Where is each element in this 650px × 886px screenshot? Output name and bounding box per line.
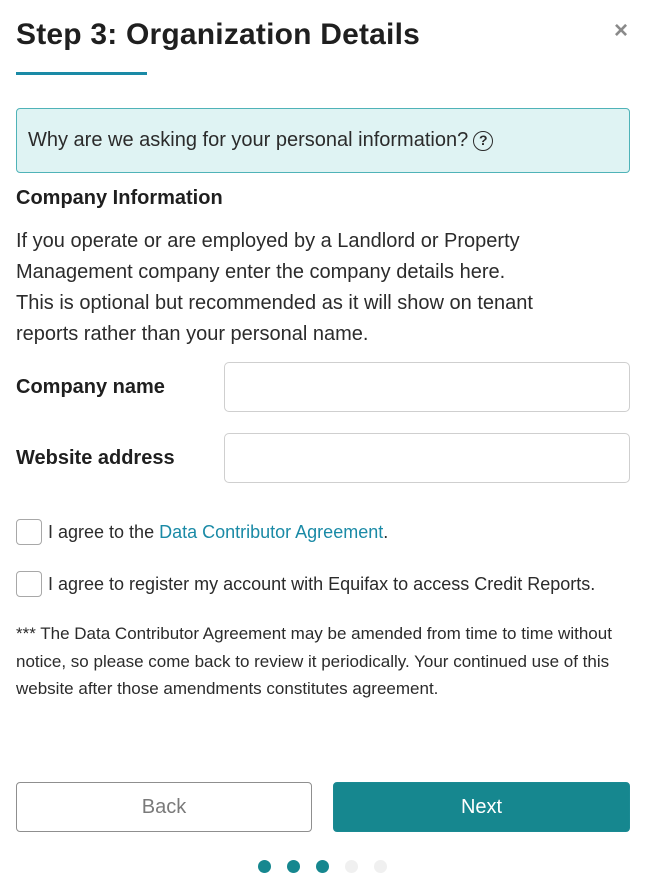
description-line: reports rather than your personal name.: [16, 323, 369, 345]
next-button[interactable]: Next: [333, 782, 630, 832]
company-name-input[interactable]: [224, 362, 630, 412]
data-contributor-agreement-link[interactable]: Data Contributor Agreement: [159, 521, 384, 542]
title-underline: [16, 72, 147, 75]
step-progress-dots: [258, 860, 387, 873]
close-icon[interactable]: ×: [613, 17, 628, 44]
step-dot: [345, 860, 358, 873]
data-contributor-checkbox[interactable]: [16, 519, 42, 545]
company-info-heading: Company Information: [16, 187, 223, 209]
step-dot: [316, 860, 329, 873]
equifax-checkbox[interactable]: [16, 571, 42, 597]
equifax-agreement-row: [16, 571, 595, 597]
agreement-disclaimer: *** The Data Contributor Agreement may be amended from time to time without notice, so please come back to review it periodically. Your continued use of this website after those amendments constitutes agreement.: [16, 624, 612, 698]
help-circle-icon[interactable]: ?: [473, 131, 493, 151]
company-info-description: [16, 226, 616, 350]
company-name-label: Company name: [16, 376, 165, 398]
agreement-prefix: I agree to the: [48, 521, 155, 542]
equifax-agreement-text: I agree to register my account with Equifax to access Credit Reports.: [48, 573, 596, 594]
step-dot: [287, 860, 300, 873]
description-line: If you operate or are employed by a Landlord or Property: [16, 230, 520, 252]
agreement-suffix: .: [383, 521, 389, 542]
page-title: Step 3: Organization Details: [16, 18, 421, 51]
step-dot: [374, 860, 387, 873]
description-line: Management company enter the company details here.: [16, 261, 506, 283]
data-contributor-agreement-row: [16, 519, 388, 545]
website-address-label: Website address: [16, 447, 175, 469]
back-button[interactable]: Back: [16, 782, 312, 832]
info-banner-text: Why are we asking for your personal information?: [28, 129, 469, 151]
info-banner[interactable]: [16, 108, 630, 173]
description-line: This is optional but recommended as it will show on tenant: [16, 292, 533, 314]
modal-header: [16, 18, 616, 52]
website-address-input[interactable]: [224, 433, 630, 483]
step-dot: [258, 860, 271, 873]
